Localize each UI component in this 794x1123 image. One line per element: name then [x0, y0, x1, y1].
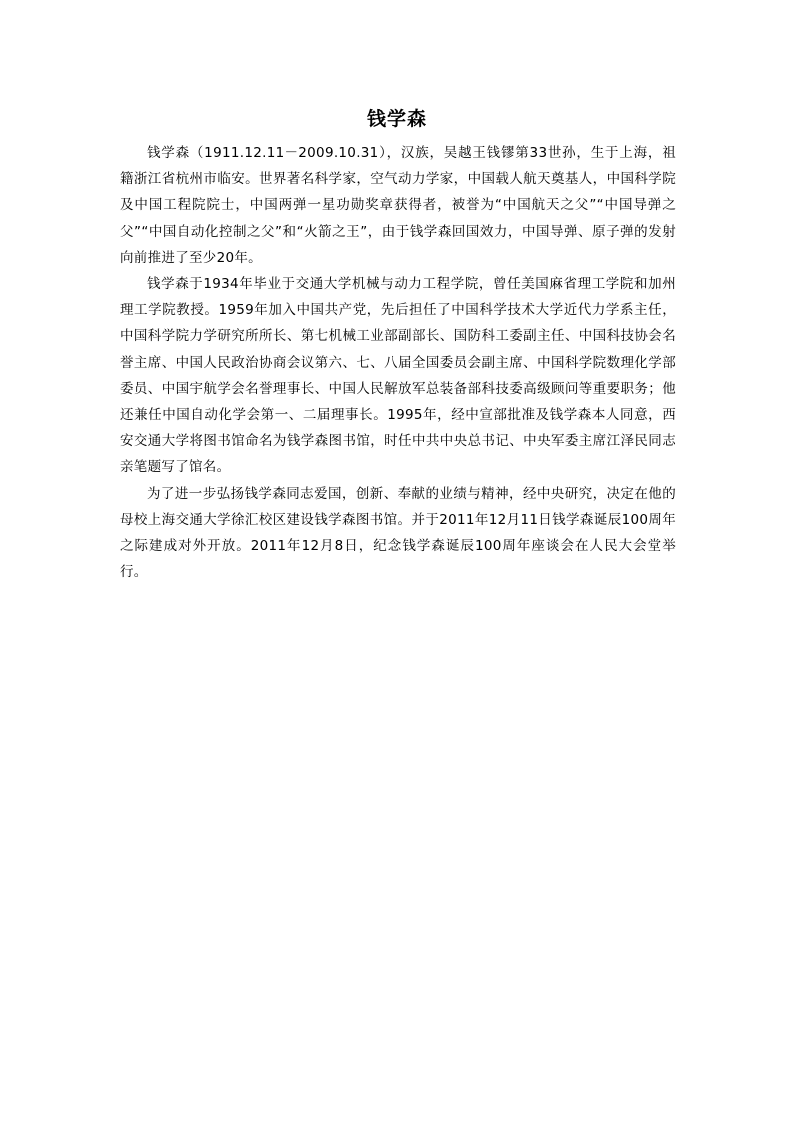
document-body	[120, 140, 676, 585]
paragraph-biography: 钱学森（1911.12.11－2009.10.31），汉族，吴越王钱镠第33世孙，生于上海，祖籍浙江省杭州市临安。世界著名科学家，空气动力学家，中国载人航天奠基人，中国科学院及中国工程院院士，中国两弹一星功勋奖章获得者，被誉为“中国航天之父”“中国导弹之父”“中国自动化控制之父”和“火箭之王”，由于钱学森回国效力，中国导弹、原子弹的发射向前推进了至少20年。	[120, 145, 676, 266]
document-title: 钱学森	[366, 108, 427, 130]
paragraph-library: 为了进一步弘扬钱学森同志爱国，创新、奉献的业绩与精神，经中央研究，决定在他的母校上海交通大学徐汇校区建设钱学森图书馆。并于2011年12月11日钱学森诞辰100周年之际建成对外开放。2011年12月8日，纪念钱学森诞辰100周年座谈会在人民大会堂举行。	[120, 485, 676, 581]
paragraph-career: 钱学森于1934年毕业于交通大学机械与动力工程学院，曾任美国麻省理工学院和加州理工学院教授。1959年加入中国共产党，先后担任了中国科学技术大学近代力学系主任，中国科学院力学研究所所长、第七机械工业部副部长、国防科工委副主任、中国科技协会名誉主席、中国人民政治协商会议第六、七、八届全国委员会副主席、中国科学院数理化学部委员、中国宇航学会名誉理事长、中国人民解放军总装备部科技委高级顾问等重要职务；他还兼任中国自动化学会第一、二届理事长。1995年，经中宣部批准及钱学森本人同意，西安交通大学将图书馆命名为钱学森图书馆，时任中共中央总书记、中央军委主席江泽民同志亲笔题写了馆名。	[120, 276, 676, 476]
